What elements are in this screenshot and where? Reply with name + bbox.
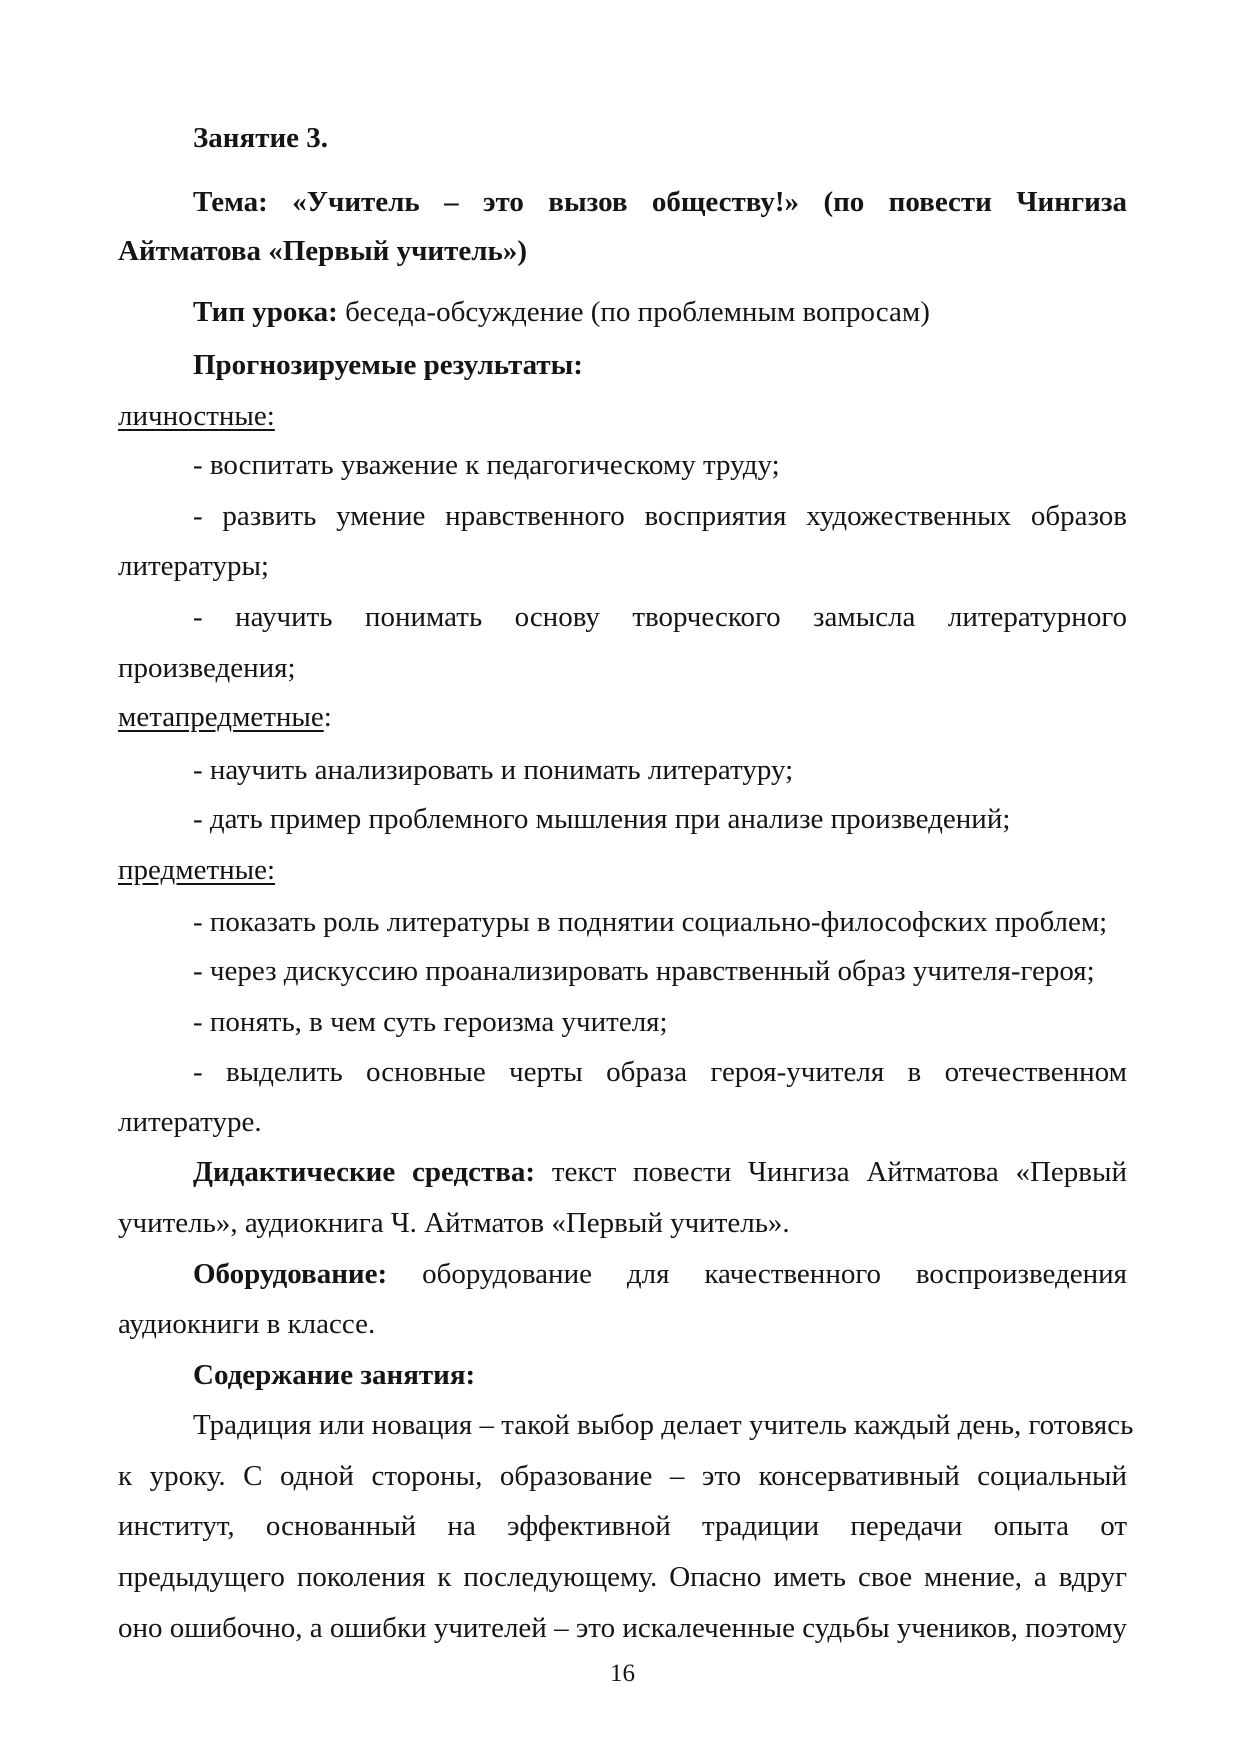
metasubject-results-colon: :	[323, 701, 332, 733]
equipment-text: оборудование для качественного воспроизведения	[422, 1258, 1128, 1290]
subject-results-label: предметные:	[118, 854, 276, 886]
list-item: - понять, в чем суть героизма учителя;	[193, 1006, 668, 1038]
content-heading: Содержание занятия:	[193, 1359, 476, 1391]
list-item: - показать роль литературы в поднятии социально-философских проблем;	[193, 906, 1108, 938]
list-item: - развить умение нравственного восприятия художественных образов	[193, 500, 1127, 532]
lesson-type-line	[193, 287, 1127, 337]
metasubject-results-label: метапредметные	[118, 701, 324, 733]
list-item: - через дискуссию проанализировать нравственный образ учителя-героя;	[193, 955, 1095, 987]
list-item-continuation: литературы;	[118, 550, 269, 582]
lesson-type-label: Тип урока:	[193, 296, 338, 328]
list-item: - дать пример проблемного мышления при анализе произведений;	[193, 803, 1011, 835]
personal-results-label: личностные:	[118, 400, 275, 432]
paragraph-line: к уроку. С одной стороны, образование – это консервативный социальный	[118, 1460, 1127, 1492]
equipment-line	[193, 1249, 1127, 1299]
didactic-continuation: учитель», аудиокнига Ч. Айтматов «Первый учитель».	[118, 1207, 790, 1239]
didactic-line	[193, 1147, 1127, 1197]
metasubject-results-label-line	[118, 692, 1127, 742]
lesson-type-value: беседа-обсуждение (по проблемным вопросам)	[345, 296, 930, 328]
topic-line: Тема: «Учитель – это вызов обществу!» (по повести Чингиза	[193, 186, 1127, 218]
page-number: 16	[610, 1660, 635, 1687]
list-item: - выделить основные черты образа героя-учителя в отечественном	[193, 1056, 1127, 1088]
list-item: - воспитать уважение к педагогическому труду;	[193, 449, 780, 481]
paragraph-line: оно ошибочно, а ошибки учителей – это искалеченные судьбы учеников, поэтому	[118, 1612, 1128, 1644]
list-item-continuation: литературе.	[118, 1106, 262, 1138]
results-heading: Прогнозируемые результаты:	[193, 349, 583, 381]
paragraph-line: институт, основанный на эффективной традиции передачи опыта от	[118, 1510, 1127, 1542]
paragraph-line: предыдущего поколения к последующему. Опасно иметь свое мнение, а вдруг	[118, 1561, 1127, 1593]
personal-results-label-line	[118, 391, 1127, 441]
topic-line: Айтматова «Первый учитель»)	[118, 235, 528, 267]
didactic-label: Дидактические средства:	[193, 1156, 536, 1188]
list-item-continuation: произведения;	[118, 652, 296, 684]
paragraph-line: Традиция или новация – такой выбор делает учитель каждый день, готовясь	[193, 1409, 1134, 1441]
list-item: - научить анализировать и понимать литературу;	[193, 754, 794, 786]
list-item: - научить понимать основу творческого замысла литературного	[193, 601, 1127, 633]
subject-results-label-line	[118, 845, 1127, 895]
didactic-text: текст повести Чингиза Айтматова «Первый	[551, 1156, 1127, 1188]
equipment-continuation: аудиокниги в классе.	[118, 1308, 376, 1340]
lesson-heading: Занятие 3.	[193, 122, 329, 154]
equipment-label: Оборудование:	[193, 1258, 388, 1290]
